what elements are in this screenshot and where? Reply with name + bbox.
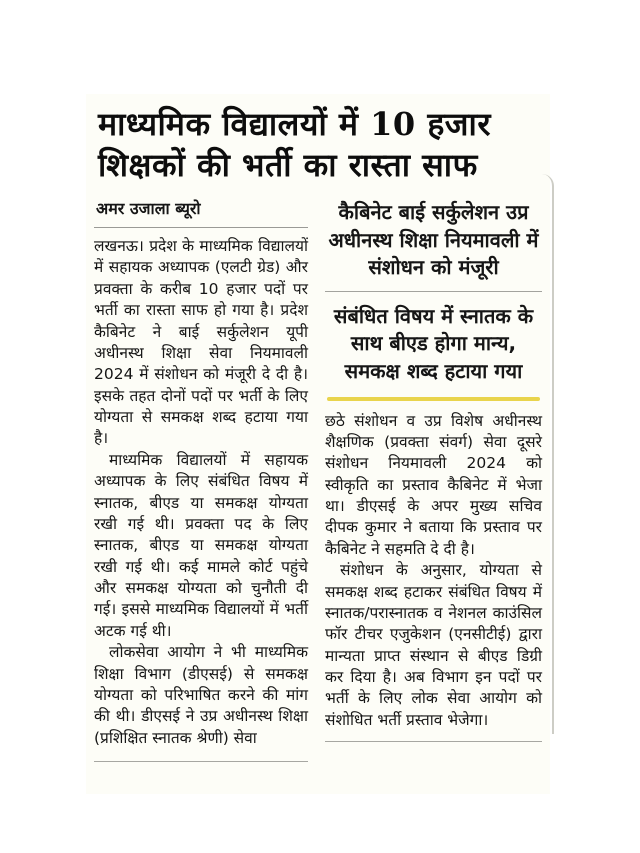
newspaper-clipping xyxy=(86,94,550,794)
yellow-divider-rule xyxy=(327,397,540,401)
right-column xyxy=(325,195,542,762)
left-column-body xyxy=(94,236,308,749)
article-columns xyxy=(94,195,542,762)
left-paragraph-1: लखनऊ। प्रदेश के माध्यमिक विद्यालयों में सहायक अध्यापक (एलटी ग्रेड) और प्रवक्ता के करीब 10 हजार पदों पर भर्ती का रास्ता साफ हो गया है। प्रदेश कैबिनेट ने बाई सर्कुलेशन यूपी अधीनस्थ शिक्षा सेवा नियमावली 2024 में संशोधन को मंजूरी दे दी है। इसके तहत दोनों पदों पर भर्ती के लिए योग्यता से समकक्ष शब्द हटाया गया है। xyxy=(94,237,308,448)
right-column-body xyxy=(325,411,542,732)
byline: अमर उजाला ब्यूरो xyxy=(94,195,308,228)
article-headline xyxy=(94,104,542,186)
subheadline-1: कैबिनेट बाई सर्कुलेशन उप्र अधीनस्थ शिक्षा नियमावली में संशोधन को मंजूरी xyxy=(328,200,539,280)
left-column-bottom-rule xyxy=(94,761,308,762)
subheadline-2: संबंधित विषय में स्नातक के साथ बीएड होगा मान्य, समकक्ष शब्द हटाया गया xyxy=(333,303,534,383)
right-paragraph-1: छठे संशोधन व उप्र विशेष अधीनस्थ शैक्षणिक (प्रवक्ता संवर्ग) सेवा दूसरे संशोधन नियमावली 2024 को स्वीकृति का प्रस्ताव कैबिनेट में भेजा था। डीएसई के अपर मुख्य सचिव दीपक कुमार ने बताया कि प्रस्ताव पर कैबिनेट ने सहमति दे दी है। xyxy=(325,411,542,558)
left-column xyxy=(94,195,308,762)
left-paragraph-3: लोकसेवा आयोग ने भी माध्यमिक शिक्षा विभाग (डीएसई) से समकक्ष योग्यता को परिभाषित करने की मांग की थी। डीएसई ने उप्र अधीनस्थ शिक्षा (प्रशिक्षित स्नातक श्रेणी) सेवा xyxy=(94,643,308,747)
left-paragraph-2: माध्यमिक विद्यालयों में सहायक अध्यापक के लिए संबंधित विषय में स्नातक, बीएड या समकक्ष योग्यता रखी गई थी। प्रवक्ता पद के लिए स्नातक, बीएड या समकक्ष योग्यता रखी गई थी। कई मामले कोर्ट पहुंचे और समकक्ष योग्यता को चुनौती दी गई। इससे माध्यमिक विद्यालयों में भर्ती अटक गई थी। xyxy=(94,450,308,640)
headline-line-1: माध्यमिक विद्यालयों में 10 हजार xyxy=(98,105,491,143)
page-curl-edge xyxy=(542,174,554,734)
right-column-bottom-rule xyxy=(325,741,542,742)
right-paragraph-2: संशोधन के अनुसार, योग्यता से समकक्ष शब्द हटाकर संबंधित विषय में स्नातक/परास्नातक व नेशनल काउंसिल फॉर टीचर एजुकेशन (एनसीटीई) द्वारा मान्यता प्राप्त संस्थान से बीएड डिग्री कर दिया है। अब विभाग इन पदों पर भर्ती के लिए लोक सेवा आयोग को संशोधित भर्ती प्रस्ताव भेजेगा। xyxy=(325,561,542,729)
subhead-divider-rule xyxy=(325,291,542,292)
headline-line-2: शिक्षकों की भर्ती का रास्ता साफ xyxy=(98,146,478,184)
